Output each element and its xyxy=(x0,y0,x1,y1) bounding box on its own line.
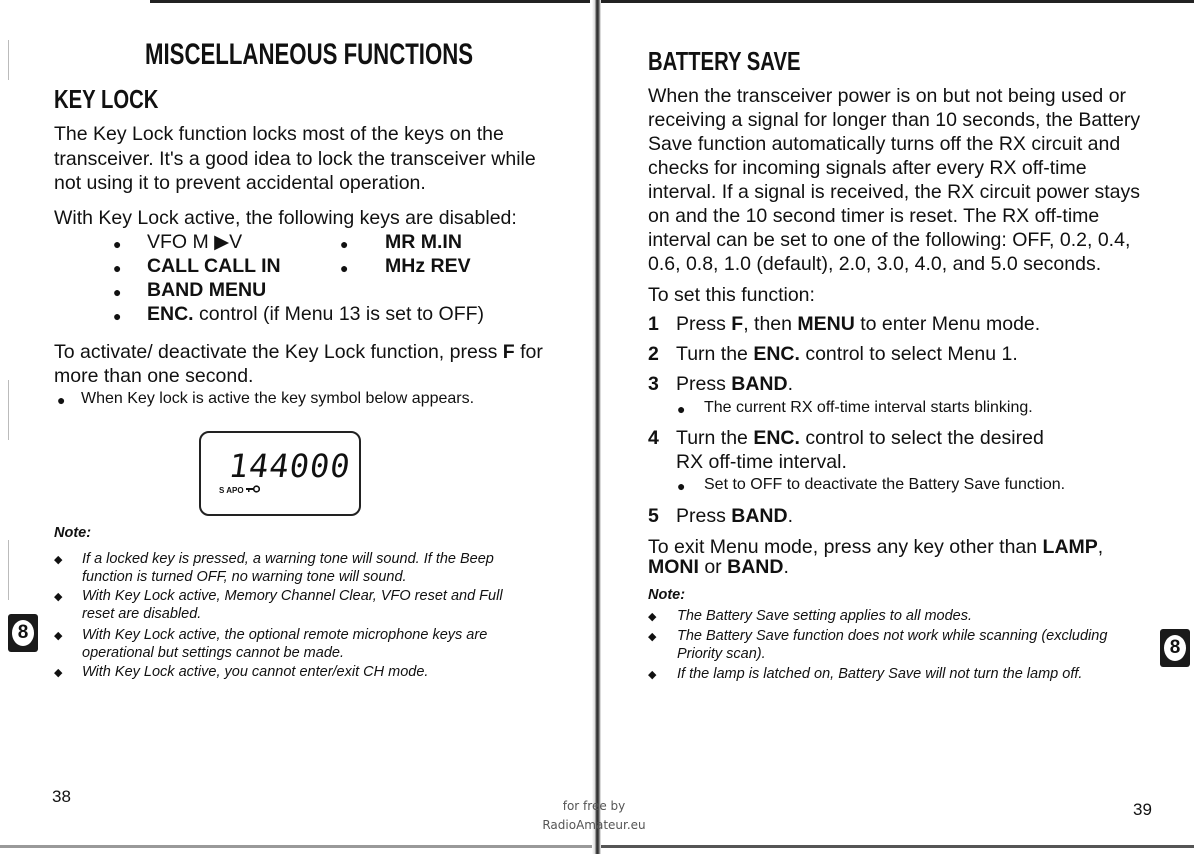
step-text: Press F, then MENU to enter Menu mode. xyxy=(676,313,1041,335)
intro-line: not using it to prevent accidental operation. xyxy=(54,172,426,194)
para-line: interval. If a signal is received, the RX circuit power stays xyxy=(648,181,1141,203)
key-item: VFO M ▶V xyxy=(147,231,243,253)
disabled-intro: With Key Lock active, the following keys are disabled: xyxy=(54,207,517,229)
step-number: 2 xyxy=(648,343,659,365)
para-line: When the transceiver power is on but not being used or xyxy=(648,85,1127,107)
para-line: 0.6, 0.8, 1.0 (default), 2.0, 3.0, 4.0, and 5.0 seconds. xyxy=(648,253,1102,275)
bullet: ● xyxy=(57,392,66,408)
right-page xyxy=(597,0,1194,854)
diamond-bullet: ◆ xyxy=(54,630,63,642)
bullet: ● xyxy=(113,284,122,300)
chapter-tab: 8 xyxy=(8,614,38,652)
lcd-frequency: 144000 xyxy=(226,447,354,485)
bullet: ● xyxy=(113,260,122,276)
note-line: The Battery Save setting applies to all modes. xyxy=(677,608,972,624)
note-line: With Key Lock active, Memory Channel Clear, VFO reset and Full xyxy=(82,588,503,604)
diamond-bullet: ◆ xyxy=(54,554,63,566)
note-line: Priority scan). xyxy=(677,646,766,662)
step-number: 3 xyxy=(648,373,659,395)
lcd-indicators: S APO xyxy=(219,485,260,495)
para-line: on and the 10 second timer is reset. The RX off-time xyxy=(648,205,1100,227)
section-heading: BATTERY SAVE xyxy=(648,46,801,76)
activate-line: more than one second. xyxy=(54,365,254,387)
key-item: MR M.IN xyxy=(385,231,462,253)
step-text: Turn the ENC. control to select the desired xyxy=(676,427,1044,449)
note-line: The Battery Save function does not work while scanning (excluding xyxy=(677,628,1108,644)
intro-line: The Key Lock function locks most of the keys on the xyxy=(54,123,504,145)
key-item: CALL CALL IN xyxy=(147,255,281,277)
section-heading: KEY LOCK xyxy=(54,84,159,114)
step-text: RX off-time interval. xyxy=(676,451,847,473)
bullet: ● xyxy=(113,308,122,324)
key-item-enc: ENC. control (if Menu 13 is set to OFF) xyxy=(147,303,485,325)
exit-line: To exit Menu mode, press any key other than LAMP, xyxy=(648,536,1104,558)
diamond-bullet: ◆ xyxy=(54,667,63,679)
lock-bullet: When Key lock is active the key symbol below appears. xyxy=(81,390,475,407)
step-bullet: The current RX off-time interval starts blinking. xyxy=(704,399,1033,416)
para-line: checks for incoming signals after every RX off-time xyxy=(648,157,1087,179)
note-line: reset are disabled. xyxy=(82,606,202,622)
lcd-display xyxy=(199,431,361,516)
intro-line: transceiver. It's a good idea to lock the transceiver while xyxy=(54,148,536,170)
diamond-bullet: ◆ xyxy=(648,669,657,681)
key-icon xyxy=(246,486,260,495)
step-number: 1 xyxy=(648,313,659,335)
diamond-bullet: ◆ xyxy=(648,631,657,643)
bullet: ● xyxy=(113,236,122,252)
step-text: Turn the ENC. control to select Menu 1. xyxy=(676,343,1018,365)
note-line: operational but settings cannot be made. xyxy=(82,645,344,661)
note-line: If the lamp is latched on, Battery Save will not turn the lamp off. xyxy=(677,666,1083,682)
page-number: 39 xyxy=(1133,800,1152,819)
key-item: BAND MENU xyxy=(147,279,267,301)
para-line: interval can be set to one of the following: OFF, 0.2, 0.4, xyxy=(648,229,1131,251)
chapter-tab: 8 xyxy=(1160,629,1190,667)
footer-link[interactable]: RadioAmateur.eu xyxy=(542,818,646,832)
note-line: With Key Lock active, the optional remote microphone keys are xyxy=(82,627,488,643)
step-text: Press BAND. xyxy=(676,373,794,395)
note-line: function is turned OFF, no warning tone will sound. xyxy=(82,569,407,585)
note-label: Note: xyxy=(54,525,92,541)
para-line: Save function automatically turns off the RX circuit and xyxy=(648,133,1121,155)
para-line: receiving a signal for longer than 10 seconds, the Battery xyxy=(648,109,1141,131)
diamond-bullet: ◆ xyxy=(648,611,657,623)
key-item: MHz REV xyxy=(385,255,471,277)
bullet: ● xyxy=(677,478,686,494)
footer-credit: for free by xyxy=(562,799,626,813)
diamond-bullet: ◆ xyxy=(54,591,63,603)
note-line: If a locked key is pressed, a warning tone will sound. If the Beep xyxy=(82,551,494,567)
bullet: ● xyxy=(340,236,349,252)
step-bullet: Set to OFF to deactivate the Battery Save function. xyxy=(704,476,1066,493)
note-label: Note: xyxy=(648,587,686,603)
activate-line: To activate/ deactivate the Key Lock function, press F for xyxy=(54,341,543,363)
exit-line: MONI or BAND. xyxy=(648,556,789,578)
set-intro: To set this function: xyxy=(648,284,815,306)
note-line: With Key Lock active, you cannot enter/exit CH mode. xyxy=(82,664,429,680)
page-title: MISCELLANEOUS FUNCTIONS xyxy=(145,38,474,71)
bullet: ● xyxy=(340,260,349,276)
bullet: ● xyxy=(677,401,686,417)
step-number: 4 xyxy=(648,427,659,449)
step-text: Press BAND. xyxy=(676,505,794,527)
step-number: 5 xyxy=(648,505,659,527)
page-number: 38 xyxy=(52,787,71,806)
